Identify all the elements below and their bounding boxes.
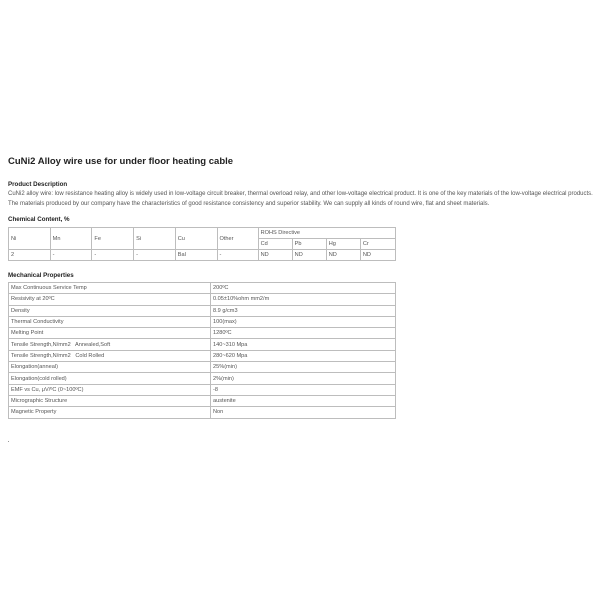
header-cell-cd: Cd [258,239,292,250]
property-name: Thermal Conductivity [9,316,211,327]
header-cell-other: Other [217,228,258,250]
table-row [9,407,396,418]
property-value: 100(max) [211,316,396,327]
property-value: 140~310 Mpa [211,339,396,350]
table-row [9,395,396,406]
mechanical-properties-table [8,282,396,419]
property-name: EMF vs Cu, μV/ºC (0~100ºC) [9,384,211,395]
property-name: Tensile Strength,N/mm2 Annealed,Soft [9,339,211,350]
stray-dot [8,441,9,442]
header-cell-ni: Ni [9,228,51,250]
value-cell-other: - [217,250,258,261]
value-cell-hg: ND [326,250,360,261]
table-row [9,350,396,361]
property-value: 0.05±10%ohm mm2/m [211,294,396,305]
header-cell-mn: Mn [50,228,92,250]
header-cell-cr: Cr [360,239,395,250]
table-row [9,373,396,384]
table-row [9,305,396,316]
property-name: Magnetic Property [9,407,211,418]
header-cell-si: Si [134,228,176,250]
property-value: 1280ºC [211,328,396,339]
property-value: Non [211,407,396,418]
table-row [9,294,396,305]
header-cell-cu: Cu [175,228,217,250]
value-cell-pb: ND [292,250,326,261]
property-value: 2%(min) [211,373,396,384]
mechanical-properties-heading: Mechanical Properties [8,272,74,279]
table-row [9,362,396,373]
product-description-text: CuNi2 alloy wire: low resistance heating alloy is widely used in low-voltage circuit breaker, thermal overload relay, and other low-voltage electrical product. It is one of the key materials of the low-voltage electrical products. The materials produced by our company have the characteristics of good resistance consistency and superior stability. We can supply all kinds of round wire, flat and sheet materials. [8,191,593,207]
product-page [8,156,598,419]
property-name: Elongation(anneal) [9,362,211,373]
property-name: Micrographic Structure [9,395,211,406]
header-cell-pb: Pb [292,239,326,250]
property-value: 25%(min) [211,362,396,373]
page-title: CuNi2 Alloy wire use for under floor heating cable [8,156,234,167]
product-description-heading: Product Description [8,181,68,188]
header-cell-fe: Fe [92,228,134,250]
header-cell-hg: Hg [326,239,360,250]
table-row [9,339,396,350]
table-row [9,328,396,339]
value-cell-cr: ND [360,250,395,261]
property-value: 200ºC [211,283,396,294]
chemical-content-heading: Chemical Content, % [8,216,70,223]
value-cell-mn: - [50,250,92,261]
value-cell-ni: 2 [9,250,51,261]
property-name: Elongation(cold rolled) [9,373,211,384]
table-header-row [9,228,396,239]
property-value: 280~620 Mpa [211,350,396,361]
property-value: 8.9 g/cm3 [211,305,396,316]
value-cell-fe: - [92,250,134,261]
value-cell-cd: ND [258,250,292,261]
property-value: -8 [211,384,396,395]
value-cell-cu: Bal [175,250,217,261]
value-cell-si: - [134,250,176,261]
table-row [9,283,396,294]
property-name: Resisivity at 20ºC [9,294,211,305]
property-name: Density [9,305,211,316]
chemical-content-table [8,227,396,261]
table-row [9,250,396,261]
table-row [9,316,396,327]
table-row [9,384,396,395]
property-value: austenite [211,395,396,406]
property-name: Max Continuous Service Temp [9,283,211,294]
property-name: Melting Point [9,328,211,339]
header-cell-rohs: ROHS Directive [258,228,395,239]
property-name: Tensile Strength,N/mm2 Cold Rolled [9,350,211,361]
